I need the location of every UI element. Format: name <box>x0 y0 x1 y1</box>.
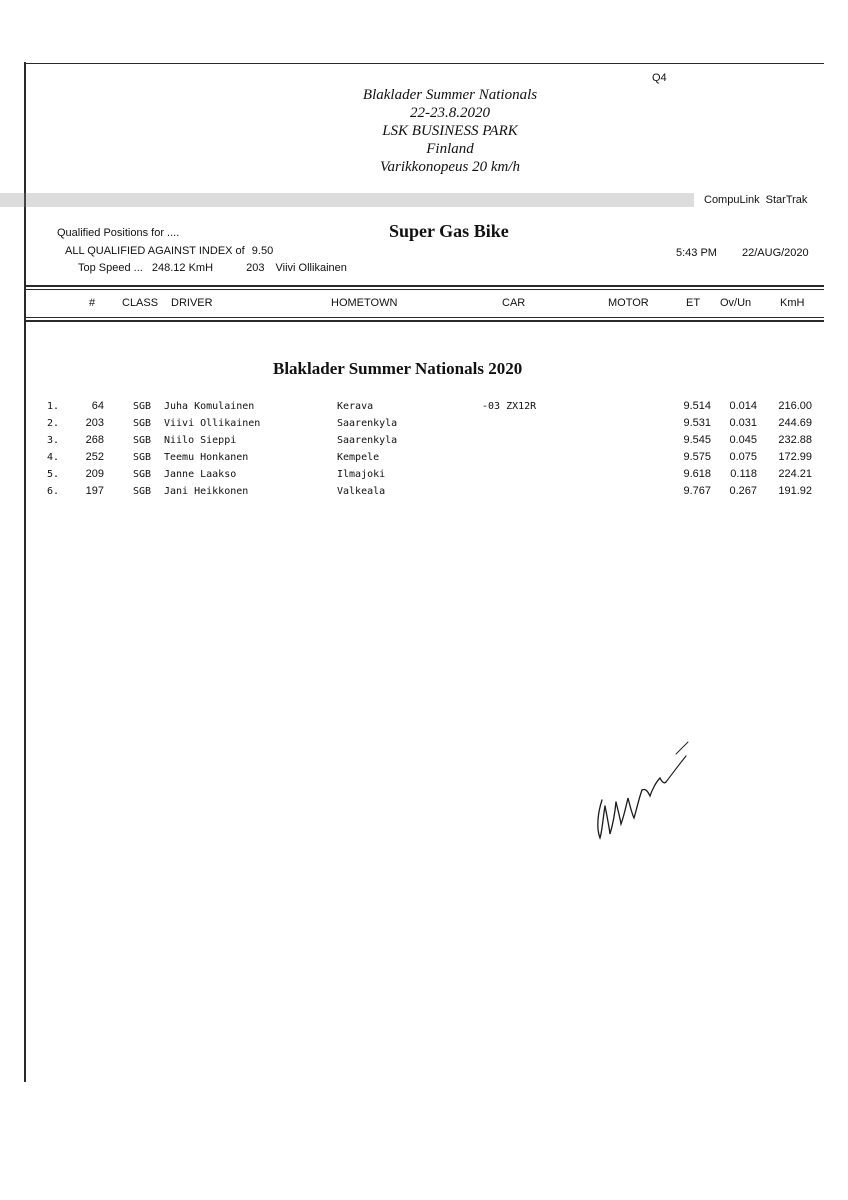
driver-cell: Niilo Sieppi <box>164 435 237 446</box>
event-dates: 22-23.8.2020 <box>410 105 490 121</box>
page-frame-left-line <box>24 62 26 1082</box>
column-header-motor: MOTOR <box>608 297 649 309</box>
et-cell: 9.545 <box>683 434 711 446</box>
class-title: Super Gas Bike <box>389 221 509 241</box>
header-rule-top-thin <box>24 289 824 290</box>
software-credits <box>704 194 813 206</box>
class-cell: SGB <box>133 469 152 480</box>
et-cell: 9.575 <box>683 451 711 463</box>
column-header-number: # <box>89 297 96 309</box>
column-header-class: CLASS <box>122 297 159 309</box>
page-frame-top-line <box>24 63 824 64</box>
table-row <box>0 466 848 483</box>
hometown-cell: Kempele <box>337 452 380 463</box>
driver-cell: Teemu Honkanen <box>164 452 249 463</box>
index-line <box>65 245 273 257</box>
top-speed-number: 203 <box>246 262 265 274</box>
ov-un-cell: 0.075 <box>729 451 757 463</box>
top-speed-label: Top Speed ... <box>78 262 143 274</box>
class-cell: SGB <box>133 486 152 497</box>
ov-un-cell: 0.014 <box>729 400 757 412</box>
number-cell: 64 <box>91 400 104 412</box>
hometown-cell: Kerava <box>337 401 374 412</box>
header-rule-top-thick <box>24 285 824 287</box>
report-date: 22/AUG/2020 <box>742 247 809 259</box>
index-text: ALL QUALIFIED AGAINST INDEX of <box>65 245 245 257</box>
kmh-cell: 191.92 <box>778 485 812 497</box>
dotted-separator-band <box>0 193 694 207</box>
driver-cell: Juha Komulainen <box>164 401 255 412</box>
position-cell: 6. <box>47 486 60 497</box>
ov-un-cell: 0.045 <box>729 434 757 446</box>
et-cell: 9.514 <box>683 400 711 412</box>
software-name-1: CompuLink <box>704 194 760 206</box>
ov-un-cell: 0.031 <box>729 417 757 429</box>
hometown-cell: Valkeala <box>337 486 386 497</box>
number-cell: 209 <box>85 468 104 480</box>
column-header-hometown: HOMETOWN <box>331 297 398 309</box>
position-cell: 5. <box>47 469 60 480</box>
hometown-cell: Ilmajoki <box>337 469 386 480</box>
position-cell: 3. <box>47 435 60 446</box>
et-cell: 9.531 <box>683 417 711 429</box>
event-venue: LSK BUSINESS PARK <box>382 123 518 139</box>
event-name: Blaklader Summer Nationals <box>362 87 538 103</box>
index-value: 9.50 <box>251 245 274 257</box>
event-country: Finland <box>426 141 474 157</box>
hometown-cell: Saarenkyla <box>337 418 398 429</box>
event-pit-speed: Varikkonopeus 20 km/h <box>380 159 520 175</box>
table-row <box>0 483 848 500</box>
qualified-positions-label: Qualified Positions for .... <box>57 227 180 239</box>
driver-cell: Viivi Ollikainen <box>164 418 261 429</box>
number-cell: 268 <box>85 434 104 446</box>
kmh-cell: 244.69 <box>778 417 812 429</box>
kmh-cell: 232.88 <box>778 434 812 446</box>
table-row <box>0 432 848 449</box>
event-header <box>300 86 600 176</box>
position-cell: 2. <box>47 418 60 429</box>
position-cell: 1. <box>47 401 60 412</box>
top-speed-line <box>78 262 347 274</box>
et-cell: 9.618 <box>683 468 711 480</box>
header-rule-bottom-thick <box>24 320 824 322</box>
ov-un-cell: 0.267 <box>729 485 757 497</box>
table-row <box>0 449 848 466</box>
driver-cell: Jani Heikkonen <box>164 486 249 497</box>
kmh-cell: 172.99 <box>778 451 812 463</box>
column-header-kmh: KmH <box>780 297 805 309</box>
session-code: Q4 <box>652 72 667 84</box>
column-header-ov-un: Ov/Un <box>720 297 752 309</box>
number-cell: 197 <box>85 485 104 497</box>
table-row <box>0 415 848 432</box>
column-header-driver: DRIVER <box>171 297 213 309</box>
column-header-car: CAR <box>502 297 526 309</box>
car-cell: -03 ZX12R <box>482 401 537 412</box>
report-time: 5:43 PM <box>676 247 717 259</box>
column-header-et: ET <box>686 297 701 309</box>
header-rule-bottom-thin <box>24 317 824 318</box>
position-cell: 4. <box>47 452 60 463</box>
kmh-cell: 216.00 <box>778 400 812 412</box>
top-speed-value: 248.12 KmH <box>151 262 214 274</box>
driver-cell: Janne Laakso <box>164 469 237 480</box>
software-name-2: StarTrak <box>765 194 808 206</box>
class-cell: SGB <box>133 452 152 463</box>
class-cell: SGB <box>133 435 152 446</box>
handwritten-signature-icon <box>590 738 690 853</box>
results-section-title: Blaklader Summer Nationals 2020 <box>273 359 523 378</box>
hometown-cell: Saarenkyla <box>337 435 398 446</box>
number-cell: 203 <box>85 417 104 429</box>
class-cell: SGB <box>133 401 152 412</box>
top-speed-driver: Viivi Ollikainen <box>275 262 347 274</box>
class-cell: SGB <box>133 418 152 429</box>
table-row <box>0 398 848 415</box>
et-cell: 9.767 <box>683 485 711 497</box>
ov-un-cell: 0.118 <box>730 468 757 480</box>
number-cell: 252 <box>85 451 104 463</box>
kmh-cell: 224.21 <box>778 468 812 480</box>
